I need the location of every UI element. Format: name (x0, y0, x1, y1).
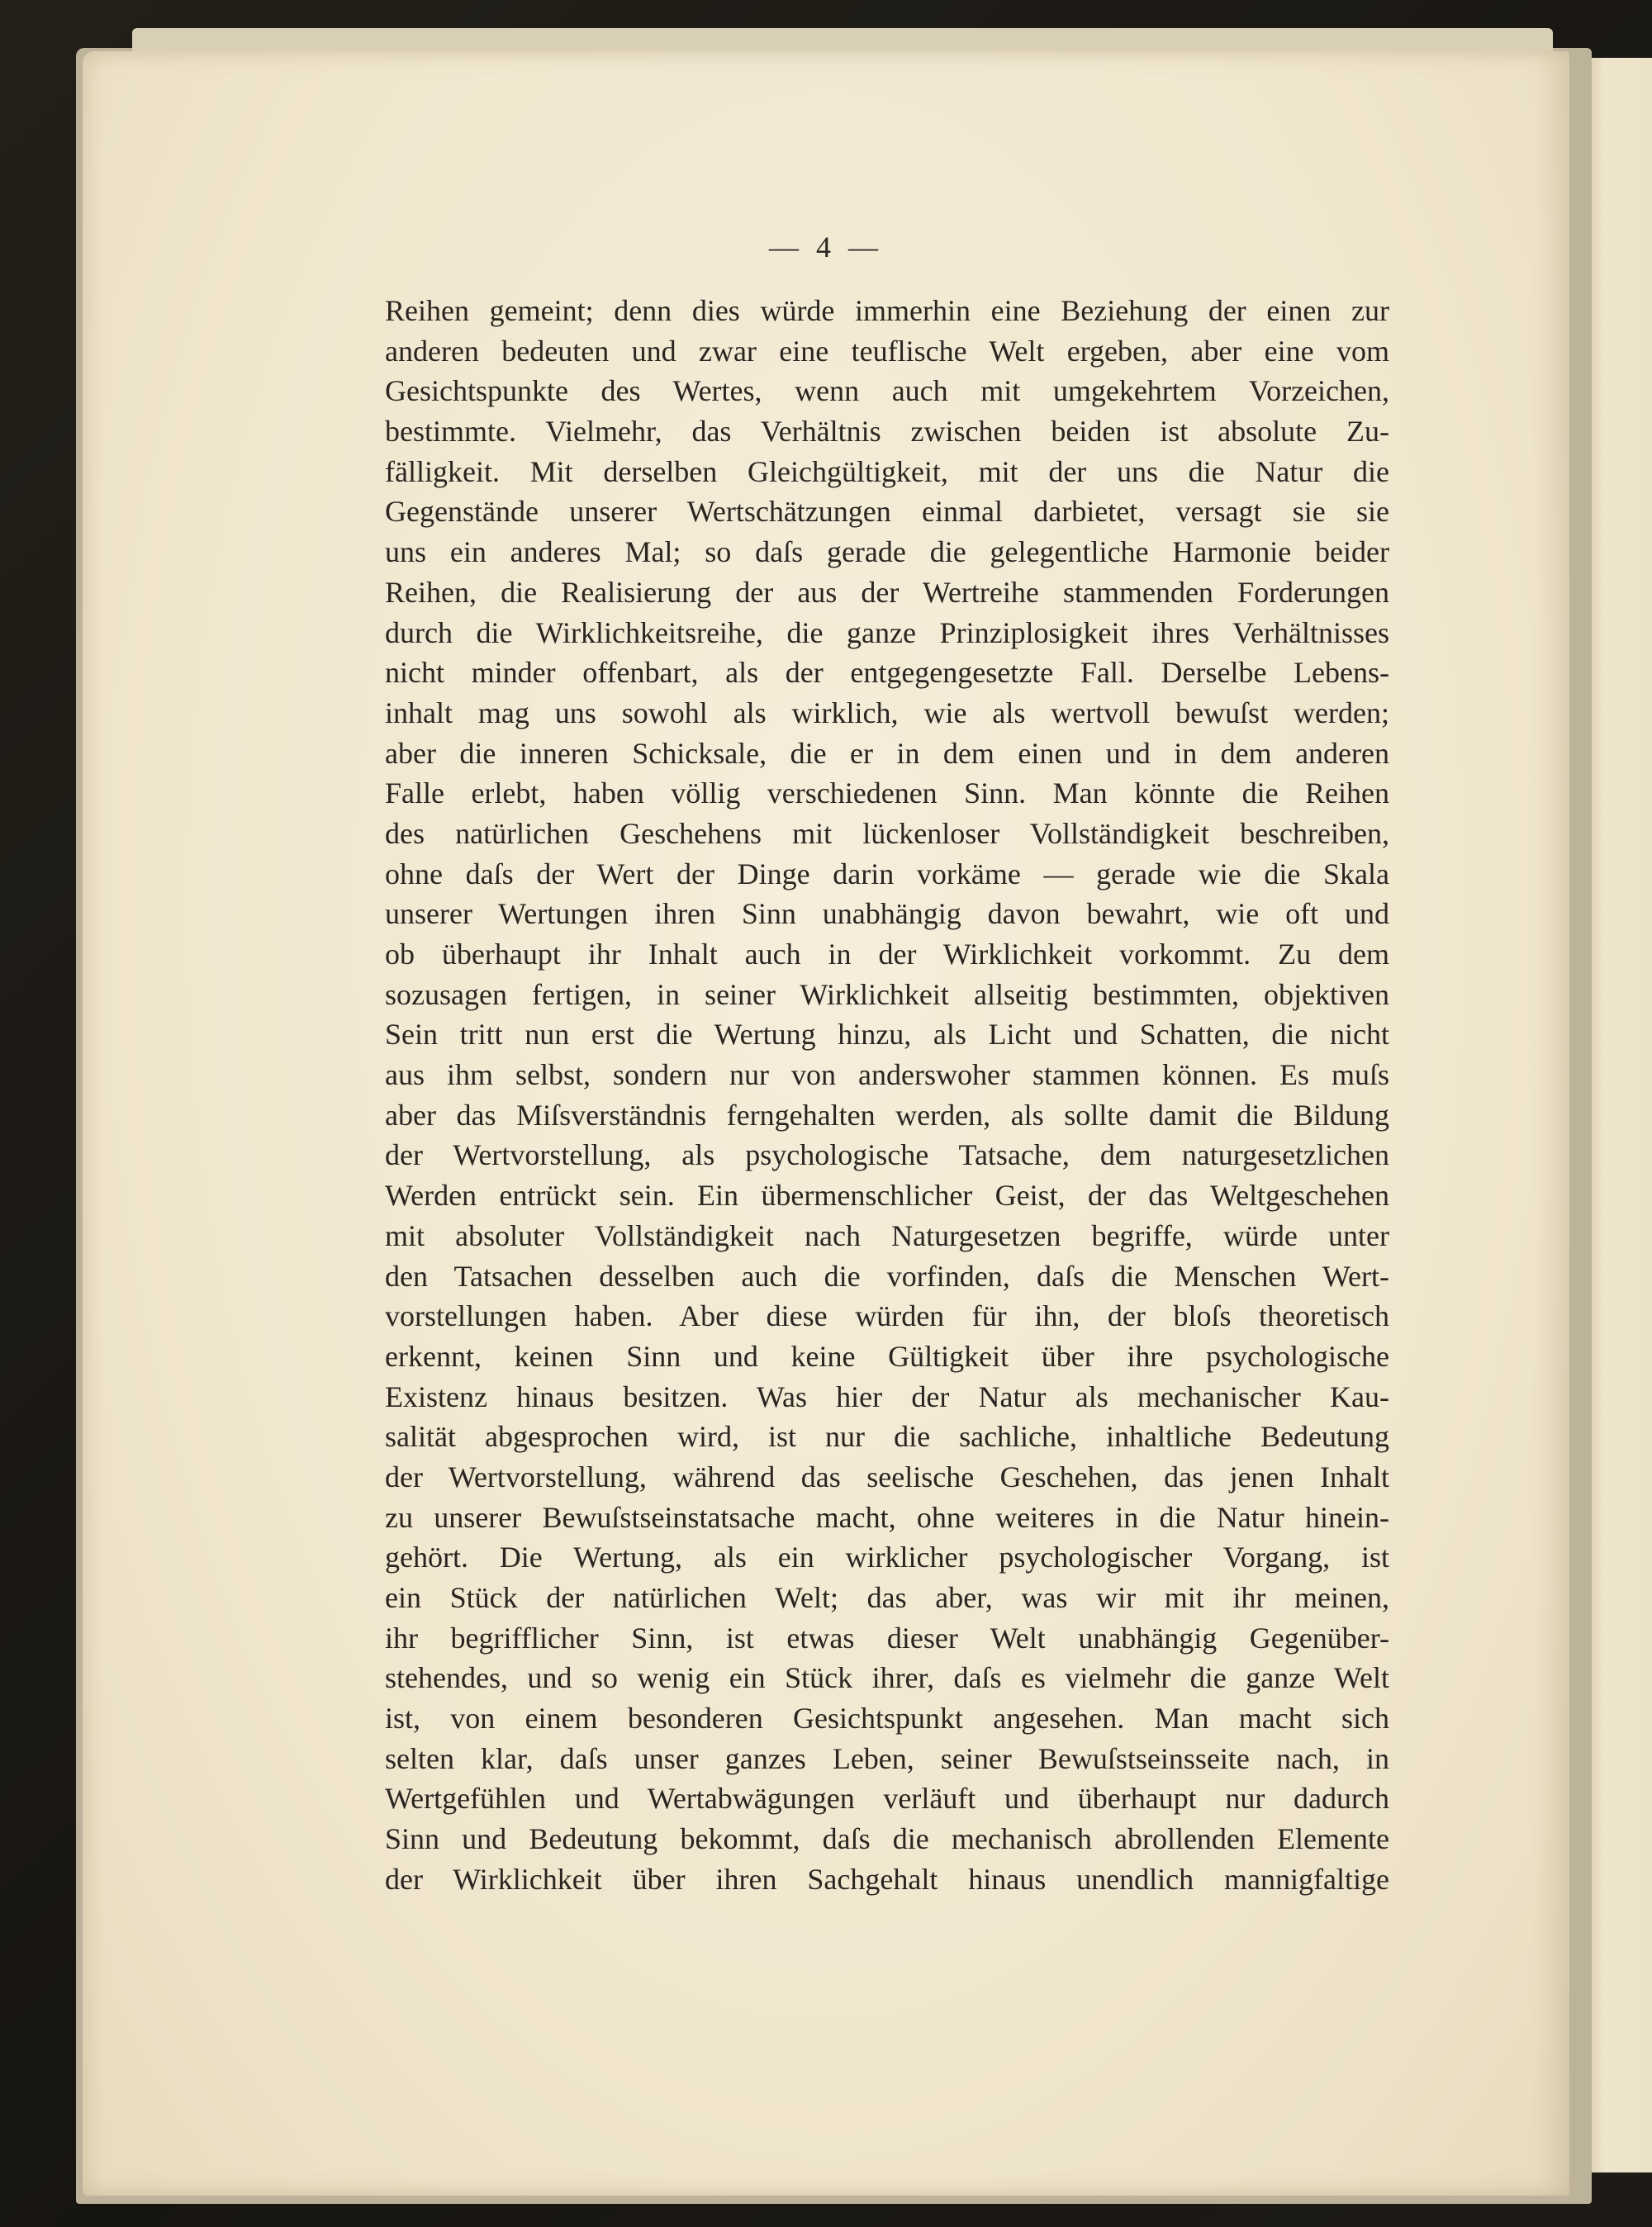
text-line: inhalt mag uns sowohl als wirklich, wie als wertvoll bewuſst werden; (385, 696, 1389, 729)
text-line: den Tatsachen desselben auch die vorfinden, daſs die Menschen Wert- (385, 1259, 1389, 1293)
text-line: ein Stück der natürlichen Welt; das aber, was wir mit ihr meinen, (385, 1581, 1389, 1614)
page-number: — 4 — (769, 230, 883, 264)
text-line: durch die Wirklichkeitsreihe, die ganze Prinziplosigkeit ihres Verhältnisses (385, 615, 1389, 649)
text-line: Sinn und Bedeutung bekommt, daſs die mechanisch abrollenden Elemente (385, 1822, 1389, 1856)
text-line: sozusagen fertigen, in seiner Wirklichkeit allseitig bestimmten, objektiven (385, 977, 1389, 1011)
text-line: gehört. Die Wertung, als ein wirklicher psychologischer Vorgang, ist (385, 1541, 1389, 1574)
text-line: ist, von einem besonderen Gesichtspunkt angesehen. Man macht sich (385, 1702, 1389, 1736)
text-line: der Wertvorstellung, als psychologische Tatsache, dem naturgesetzlichen (385, 1138, 1389, 1172)
text-line: uns ein anderes Mal; so daſs gerade die gelegentliche Harmonie beider (385, 535, 1389, 569)
text-line: Reihen, die Realisierung der aus der Wertreihe stammenden Forderungen (385, 575, 1389, 609)
text-line: Wertgefühlen und Wertabwägungen verläuft und überhaupt nur dadurch (385, 1782, 1389, 1816)
text-line: Sein tritt nun erst die Wertung hinzu, als Licht und Schatten, die nicht (385, 1018, 1389, 1052)
text-line: der Wertvorstellung, während das seelische Geschehen, das jenen Inhalt (385, 1460, 1389, 1493)
body-text (385, 291, 1389, 1900)
text-line: ihr begrifflicher Sinn, ist etwas dieser Welt unabhängig Gegenüber- (385, 1621, 1389, 1655)
text-line: Gegenstände unserer Wertschätzungen einmal darbietet, versagt sie sie (385, 495, 1389, 529)
text-line: des natürlichen Geschehens mit lückenloser Vollständigkeit beschreiben, (385, 816, 1389, 850)
text-line: anderen bedeuten und zwar eine teuflische Welt ergeben, aber eine vom (385, 334, 1389, 368)
text-line: Werden entrückt sein. Ein übermenschlicher Geist, der das Weltgeschehen (385, 1179, 1389, 1213)
text-line: erkennt, keinen Sinn und keine Gültigkeit über ihre psychologische (385, 1339, 1389, 1373)
text-line: aus ihm selbst, sondern nur von anderswoher stammen können. Es muſs (385, 1058, 1389, 1092)
text-line: unserer Wertungen ihren Sinn unabhängig davon bewahrt, wie oft und (385, 897, 1389, 931)
text-line: aber die inneren Schicksale, die er in dem einen und in dem anderen (385, 736, 1389, 770)
text-line: ohne daſs der Wert der Dinge darin vorkäme — gerade wie die Skala (385, 857, 1389, 890)
text-line: der Wirklichkeit über ihren Sachgehalt hinaus unendlich mannigfaltige (385, 1862, 1389, 1896)
text-line: Falle erlebt, haben völlig verschiedenen Sinn. Man könnte die Reihen (385, 776, 1389, 810)
text-line: Gesichtspunkte des Wertes, wenn auch mit umgekehrtem Vorzeichen, (385, 374, 1389, 408)
text-line: nicht minder offenbart, als der entgegengesetzte Fall. Derselbe Lebens- (385, 656, 1389, 690)
text-line: selten klar, daſs unser ganzes Leben, seiner Bewuſstseinsseite nach, in (385, 1741, 1389, 1775)
text-line: ob überhaupt ihr Inhalt auch in der Wirklichkeit vorkommt. Zu dem (385, 938, 1389, 971)
text-line: vorstellungen haben. Aber diese würden für ihn, der bloſs theoretisch (385, 1299, 1389, 1333)
text-line: fälligkeit. Mit derselben Gleichgültigkeit, mit der uns die Natur die (385, 454, 1389, 488)
text-line: bestimmte. Vielmehr, das Verhältnis zwischen beiden ist absolute Zu- (385, 415, 1389, 449)
text-line: salität abgesprochen wird, ist nur die sachliche, inhaltliche Bedeutung (385, 1420, 1389, 1454)
text-line: mit absoluter Vollständigkeit nach Naturgesetzen begriffe, würde unter (385, 1218, 1389, 1252)
text-line: stehendes, und so wenig ein Stück ihrer, daſs es vielmehr die ganze Welt (385, 1661, 1389, 1695)
text-line: Reihen gemeint; denn dies würde immerhin eine Beziehung der einen zur (385, 294, 1389, 327)
text-line: zu unserer Bewuſstseinstatsache macht, ohne weiteres in die Natur hinein- (385, 1500, 1389, 1534)
text-line: aber das Miſsverständnis ferngehalten werden, als sollte damit die Bildung (385, 1098, 1389, 1132)
text-line: Existenz hinaus besitzen. Was hier der Natur als mechanischer Kau- (385, 1379, 1389, 1413)
